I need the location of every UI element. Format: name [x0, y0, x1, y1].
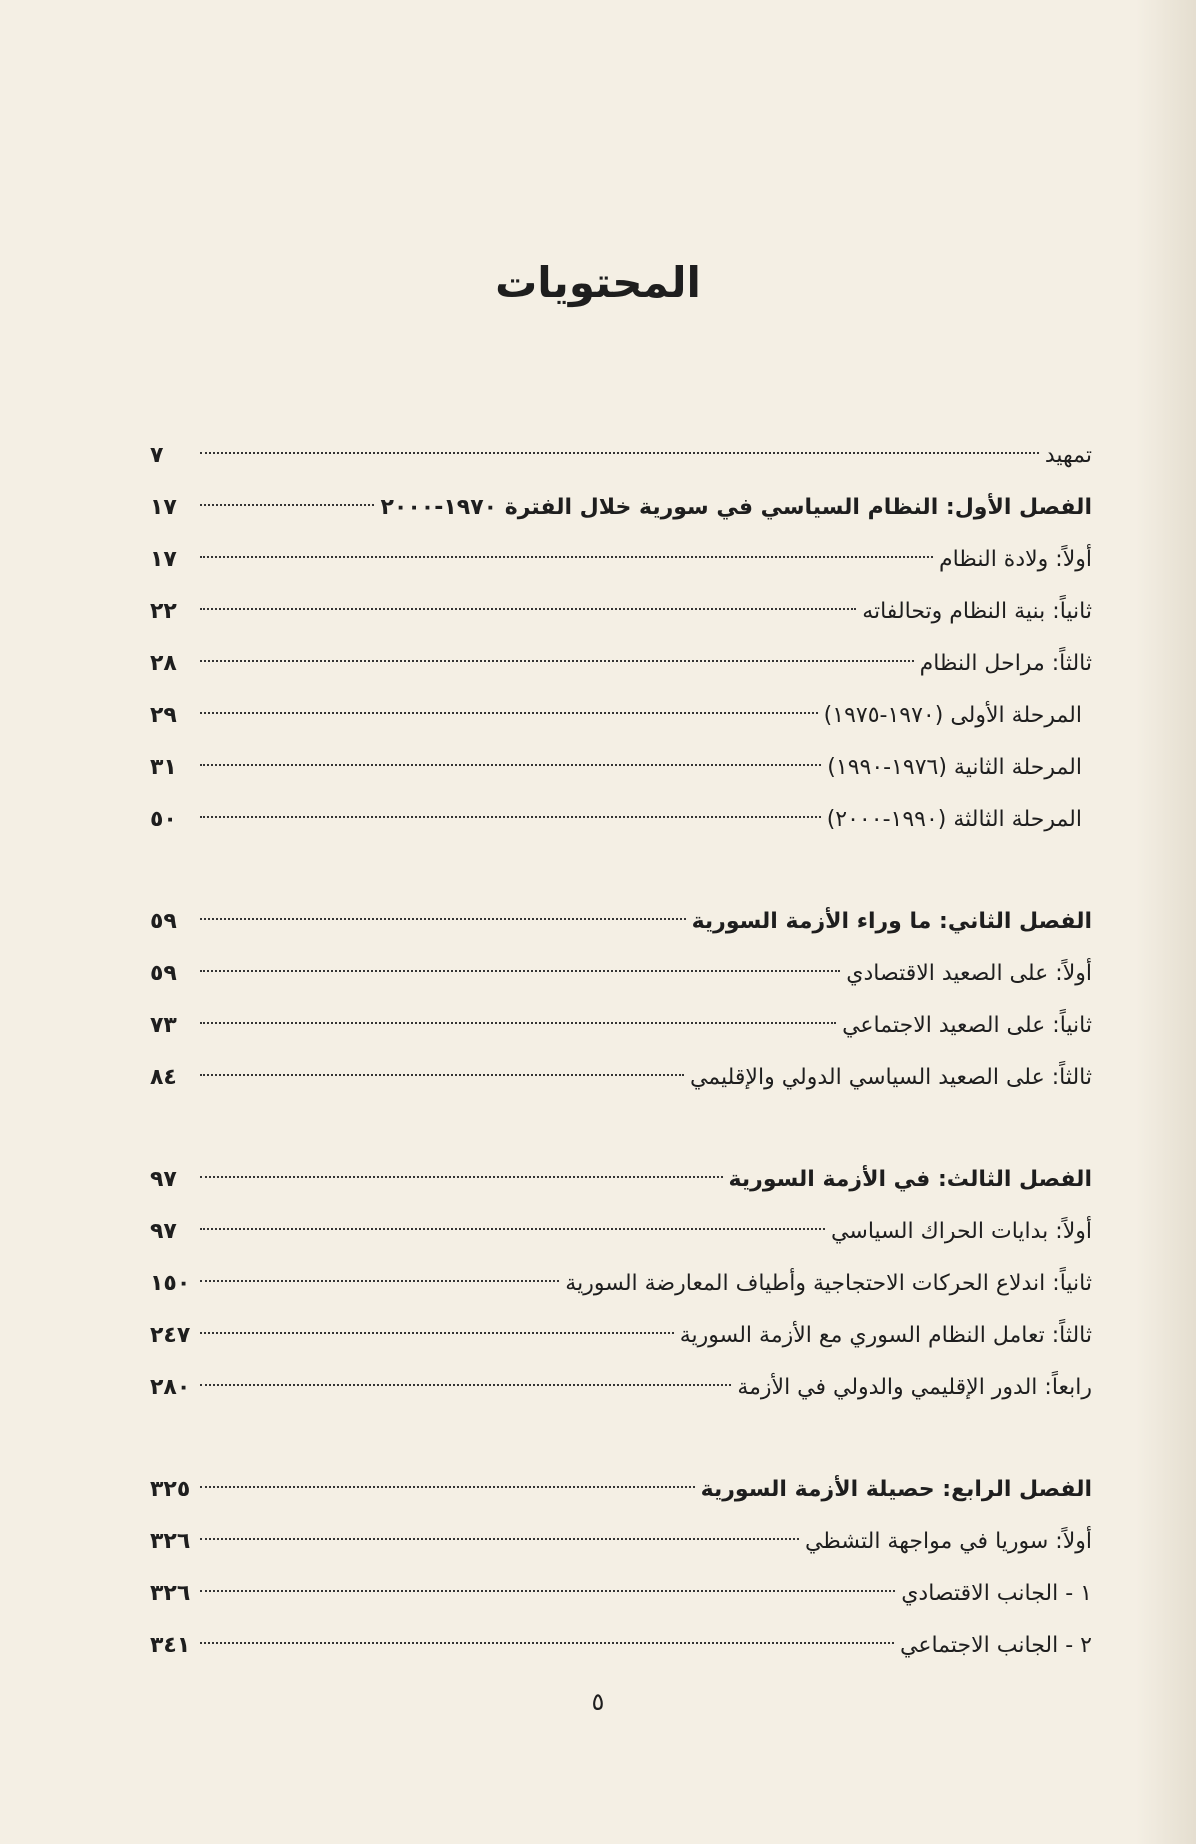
toc-entry-page: ٩٧: [150, 1219, 177, 1244]
toc-entry-row: [150, 430, 1092, 482]
toc-entry-page: ٢٨: [150, 651, 177, 676]
toc-chapter-row: [150, 1464, 1092, 1516]
toc-entry-page: ٩٧: [150, 1167, 177, 1192]
dot-leader: [200, 1538, 799, 1540]
toc-entry-label: ثالثاً: تعامل النظام السوري مع الأزمة السورية: [679, 1323, 1092, 1348]
toc-entry-row: [150, 586, 1092, 638]
toc-entry-page: ٢٩: [150, 703, 177, 728]
chapter-gap: [150, 1104, 1092, 1154]
toc-entry-label: ثانياً: اندلاع الحركات الاحتجاجية وأطياف المعارضة السورية: [565, 1271, 1092, 1296]
toc-entry-label: ثالثاً: مراحل النظام: [919, 651, 1092, 676]
toc-entry-row: [150, 1258, 1092, 1310]
dot-leader: [200, 970, 840, 972]
toc-entry-label: تمهيد: [1044, 443, 1092, 468]
toc-entry-page: ٢٢: [150, 599, 177, 624]
toc-entry-label: ثانياً: على الصعيد الاجتماعي: [842, 1013, 1092, 1038]
dot-leader: [200, 556, 933, 558]
toc-entry-row: [150, 1310, 1092, 1362]
dot-leader: [200, 1228, 825, 1230]
toc-entry-row: [150, 1000, 1092, 1052]
toc-entry-label: ثانياً: بنية النظام وتحالفاته: [862, 599, 1092, 624]
toc-entry-page: ٨٤: [150, 1065, 177, 1090]
toc-entry-row: [150, 1620, 1092, 1672]
toc-entry-page: ٢٤٧: [150, 1323, 191, 1348]
toc-entry-row: [150, 534, 1092, 586]
toc-chapter-row: [150, 482, 1092, 534]
toc-entry-row: [150, 742, 1092, 794]
toc-entry-label: رابعاً: الدور الإقليمي والدولي في الأزمة: [737, 1375, 1092, 1400]
toc-entry-label: أولاً: على الصعيد الاقتصادي: [846, 961, 1092, 986]
toc-entry-label: أولاً: ولادة النظام: [938, 547, 1092, 572]
dot-leader: [200, 712, 818, 714]
toc-entry-row: [150, 1568, 1092, 1620]
toc-entry-page: ٢٨٠: [150, 1375, 191, 1400]
toc-entry-label: ٢ - الجانب الاجتماعي: [900, 1633, 1092, 1658]
dot-leader: [200, 764, 821, 766]
toc-entry-page: ١٧: [150, 547, 177, 572]
toc-entry-page: ٣١: [150, 755, 177, 780]
dot-leader: [200, 1332, 674, 1334]
toc-entry-page: ٥٠: [150, 807, 177, 832]
toc-entry-label: أولاً: بدايات الحراك السياسي: [831, 1219, 1092, 1244]
dot-leader: [200, 504, 374, 506]
dot-leader: [200, 1486, 695, 1488]
chapter-gap: [150, 1414, 1092, 1464]
toc-entry-label: الفصل الثاني: ما وراء الأزمة السورية: [691, 909, 1092, 934]
dot-leader: [200, 452, 1039, 454]
page-title: المحتويات: [495, 258, 701, 307]
toc-entry-page: ٣٢٥: [150, 1477, 191, 1502]
toc-chapter-row: [150, 896, 1092, 948]
toc-entry-row: [150, 690, 1092, 742]
toc-entry-label: الفصل الثالث: في الأزمة السورية: [728, 1167, 1092, 1192]
dot-leader: [200, 1384, 731, 1386]
toc-entry-page: ٣٢٦: [150, 1581, 191, 1606]
toc-entry-row: [150, 1516, 1092, 1568]
table-of-contents: [150, 430, 1092, 1672]
dot-leader: [200, 918, 686, 920]
toc-entry-row: [150, 794, 1092, 846]
toc-entry-page: ٣٤١: [150, 1633, 191, 1658]
dot-leader: [200, 1176, 723, 1178]
toc-entry-page: ٥٩: [150, 961, 177, 986]
page-number: ٥: [591, 1688, 605, 1716]
dot-leader: [200, 1590, 895, 1592]
dot-leader: [200, 1280, 559, 1282]
toc-entry-row: [150, 1052, 1092, 1104]
toc-entry-page: ١٥٠: [150, 1271, 191, 1296]
toc-entry-label: الفصل الرابع: حصيلة الأزمة السورية: [700, 1477, 1092, 1502]
toc-entry-page: ١٧: [150, 495, 177, 520]
toc-entry-row: [150, 1206, 1092, 1258]
dot-leader: [200, 608, 856, 610]
toc-entry-label: المرحلة الأولى (١٩٧٠-١٩٧٥): [823, 703, 1082, 728]
toc-entry-page: ٣٢٦: [150, 1529, 191, 1554]
toc-entry-page: ٥٩: [150, 909, 177, 934]
toc-entry-page: ٧٣: [150, 1013, 177, 1038]
toc-entry-label: المرحلة الثانية (١٩٧٦-١٩٩٠): [827, 755, 1082, 780]
toc-entry-label: المرحلة الثالثة (١٩٩٠-٢٠٠٠): [826, 807, 1082, 832]
toc-entry-page: ٧: [150, 443, 164, 468]
dot-leader: [200, 1022, 836, 1024]
dot-leader: [200, 816, 821, 818]
toc-entry-label: ثالثاً: على الصعيد السياسي الدولي والإقليمي: [689, 1065, 1092, 1090]
dot-leader: [200, 1074, 684, 1076]
dot-leader: [200, 1642, 894, 1644]
toc-entry-label: ١ - الجانب الاقتصادي: [901, 1581, 1092, 1606]
toc-entry-label: الفصل الأول: النظام السياسي في سورية خلال الفترة ١٩٧٠-٢٠٠٠: [380, 495, 1092, 520]
toc-entry-row: [150, 948, 1092, 1000]
toc-entry-row: [150, 1362, 1092, 1414]
dot-leader: [200, 660, 914, 662]
toc-entry-label: أولاً: سوريا في مواجهة التشظي: [804, 1529, 1092, 1554]
toc-chapter-row: [150, 1154, 1092, 1206]
chapter-gap: [150, 846, 1092, 896]
toc-entry-row: [150, 638, 1092, 690]
